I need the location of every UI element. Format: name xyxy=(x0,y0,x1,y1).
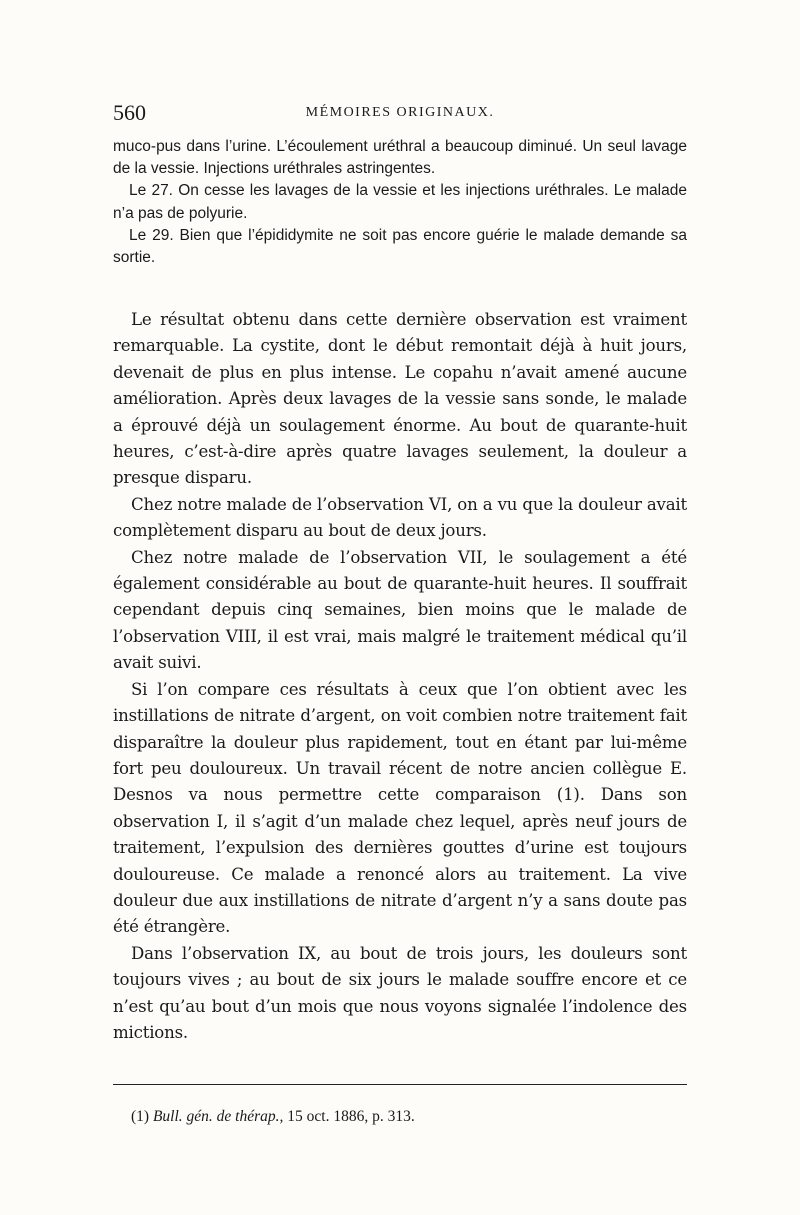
footnote-source: Bull. gén. de thérap., xyxy=(152,1108,284,1125)
paragraph-observation-vii: Chez notre malade de l’observation VII, le soulagement a été également considérable au bout de quarante-huit heures. Il souffrait cependant depuis cinq semaines, bien moins que le malade de l’observation VIII, il est vrai, mais malgré le traitement médical qu’il avait suivi. xyxy=(113,547,687,673)
footnote-details: 15 oct. 1886, p. 313. xyxy=(287,1108,415,1125)
paragraph-result: Le résultat obtenu dans cette dernière observation est vraiment remarquable. La cystite, dont le début remontait déjà à huit jours, devenait de plus en plus intense. Le copahu n’avait amené aucune amélioration. Après deux lavages de la vessie sans sonde, le malade a éprouvé déjà un soulagement énorme. Au bout de quarante-huit heures, c’est-à-dire après quatre lavages seulement, la douleur a presque disparu. xyxy=(113,310,687,488)
case-note-day-29: Le 29. Bien que l’épididymite ne soit pas encore guérie le malade demande sa sortie. xyxy=(113,226,687,267)
page-header xyxy=(113,100,687,126)
main-text xyxy=(113,307,687,1046)
case-notes xyxy=(113,136,687,269)
footnote-rule xyxy=(113,1084,687,1085)
page-number: 560 xyxy=(113,100,146,125)
paragraph-observation-ix: Dans l’observation IX, au bout de trois jours, les douleurs sont toujours vives ; au bout de six jours le malade souffre encore et ce n’est qu’au bout d’un mois que nous voyons signalée l’indolence des mictions. xyxy=(113,943,687,1042)
case-note-day-27: Le 27. On cesse les lavages de la vessie et les injections uréthrales. Le malade n’a pas de polyurie. xyxy=(113,182,687,222)
paragraph-comparison: Si l’on compare ces résultats à ceux que l’on obtient avec les instillations de nitrate d’argent, on voit combien notre traitement fait disparaître la douleur plus rapidement, tout en étant par lui-même fort peu douloureux. Un travail récent de notre ancien collègue E. Desnos va nous permettre cette comparaison (1). Dans son observation I, il s’agit d’un malade chez lequel, après neuf jours de traitement, l’expulsion des dernières gouttes d’urine est toujours douloureuse. Ce malade a renoncé alors au traitement. La vive douleur due aux instillations de nitrate d’argent n’y a sans doute pas été étrangère. xyxy=(113,679,687,937)
running-title: MÉMOIRES ORIGINAUX. xyxy=(305,105,495,120)
paragraph-observation-vi: Chez notre malade de l’observation VI, on a vu que la douleur avait complètement disparu au bout de deux jours. xyxy=(113,494,687,541)
footnote-marker: (1) xyxy=(131,1108,150,1125)
case-note-continued: muco-pus dans l’urine. L’écoulement uréthral a beaucoup diminué. Un seul lavage de la vessie. Injections uréthrales astringentes. xyxy=(113,138,687,178)
footnote xyxy=(131,1108,415,1126)
